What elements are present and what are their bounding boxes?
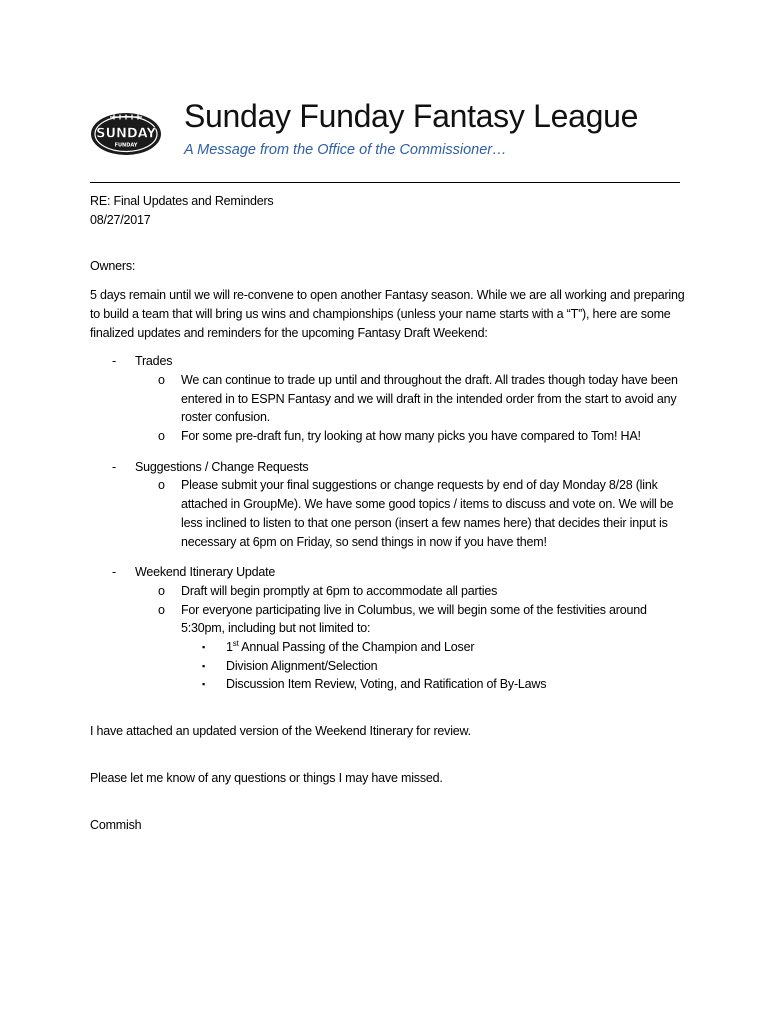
logo-sub-text: FUNDAY (114, 142, 138, 149)
memo-salutation: Owners: (90, 259, 136, 274)
dash-marker: - (112, 565, 116, 580)
memo-date: 08/27/2017 (90, 212, 151, 227)
section-itinerary (90, 563, 690, 582)
dash-marker: - (112, 459, 116, 474)
list-item-text: For everyone participating live in Columbus, we will begin some of the festivities around 5:30pm, including but not limited to: (181, 602, 647, 636)
sub-list-item-text: 1st Annual Passing of the Champion and Loser (226, 638, 475, 655)
signature: Commish (90, 817, 142, 832)
square-bullet: ▪ (202, 642, 205, 653)
section-trades (90, 352, 690, 371)
page-subtitle: A Message from the Office of the Commissioner… (184, 142, 507, 158)
memo-body (90, 192, 690, 834)
sub-list-item (90, 675, 690, 694)
list-item-text: Please submit your final suggestions or change requests by end of day Monday 8/28 (link attached in GroupMe). We have some good topics / items to discuss and vote on. We will be less inclined to listen to that one person (insert a few names here) that decides their input is necessary at 6pm on Friday, so send things in now if you have them! (181, 478, 674, 549)
list-item (90, 371, 690, 427)
circle-bullet: o (158, 478, 165, 493)
logo-main-text: SUNDAY (96, 126, 156, 142)
list-item (90, 601, 690, 638)
circle-bullet: o (158, 602, 165, 617)
memo-subject: RE: Final Updates and Reminders (90, 194, 274, 208)
square-bullet: ▪ (202, 660, 205, 671)
questions-note: Please let me know of any questions or things I may have missed. (90, 770, 443, 785)
sub-list-item (90, 657, 690, 676)
sub-list-item (90, 638, 690, 657)
dash-marker: - (112, 354, 116, 369)
circle-bullet: o (158, 583, 165, 598)
section-heading: Weekend Itinerary Update (135, 565, 276, 580)
section-suggestions (90, 458, 690, 477)
list-item-text: We can continue to trade up until and throughout the draft. All trades though today have been entered in to ESPN Fantasy and we will draft in the intended order from the start to avoid any roster confusion. (181, 372, 678, 425)
list-item (90, 582, 690, 601)
square-bullet: ▪ (202, 679, 205, 690)
memo-intro: 5 days remain until we will re-convene to open another Fantasy season. While we are all working and preparing to build a team that will bring us wins and championships (unless your name starts with a “T”), here are some finalized updates and reminders for the upcoming Fantasy Draft Weekend: (90, 288, 685, 340)
sunday-funday-logo (90, 104, 162, 164)
list-item (90, 427, 690, 446)
page-title: Sunday Funday Fantasy League (184, 98, 639, 134)
section-heading: Trades (135, 354, 173, 369)
list-item-text: Draft will begin promptly at 6pm to accommodate all parties (181, 583, 498, 598)
header-divider (90, 182, 680, 183)
list-item (90, 476, 690, 551)
sub-list-item-text: Discussion Item Review, Voting, and Ratification of By-Laws (226, 677, 547, 692)
circle-bullet: o (158, 429, 165, 444)
list-item-text: For some pre-draft fun, try looking at how many picks you have compared to Tom! HA! (181, 429, 641, 444)
circle-bullet: o (158, 372, 165, 387)
sub-list-item-text: Division Alignment/Selection (226, 658, 378, 673)
attachment-note: I have attached an updated version of the Weekend Itinerary for review. (90, 724, 471, 739)
section-heading: Suggestions / Change Requests (135, 459, 309, 474)
